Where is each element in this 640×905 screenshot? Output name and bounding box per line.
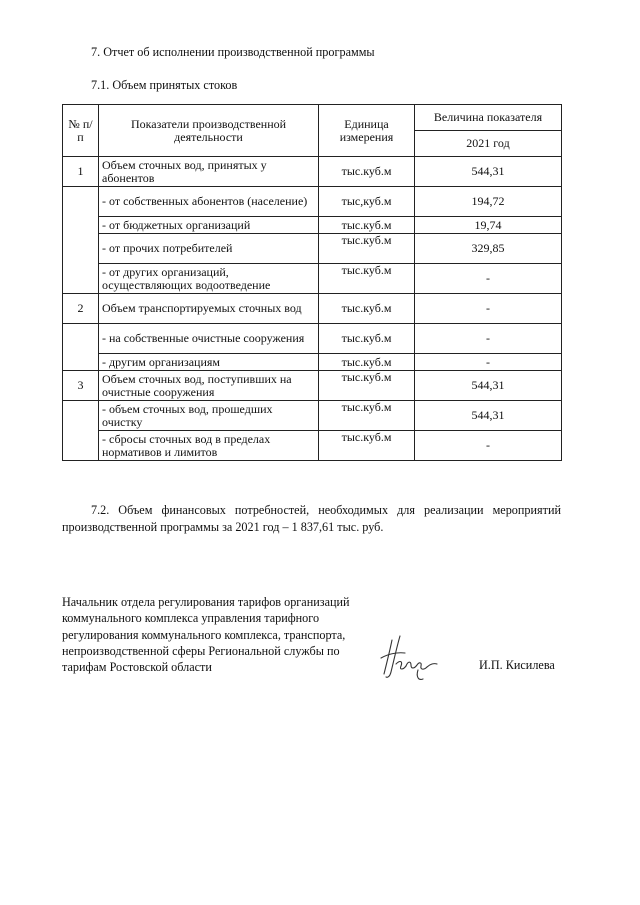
subsection-title: 7.1. Объем принятых стоков	[91, 78, 238, 92]
table-row	[63, 324, 562, 354]
row-indicator: Объем транспортируемых сточных вод	[99, 294, 319, 324]
row-unit: тыс.куб.м	[319, 401, 415, 431]
row-value: -	[415, 324, 562, 354]
row-indicator: Объем сточных вод, принятых у абонентов	[99, 157, 319, 187]
table-row	[63, 217, 562, 234]
signer-position-line: тарифам Ростовской области	[62, 660, 212, 675]
handwritten-signature	[378, 634, 440, 684]
row-value: 544,31	[415, 157, 562, 187]
row-num-empty	[63, 401, 99, 461]
row-num-empty	[63, 187, 99, 294]
row-num: 3	[63, 371, 99, 401]
row-indicator: - от прочих потребителей	[99, 234, 319, 264]
table-row	[63, 431, 562, 461]
financial-needs-paragraph: 7.2. Объем финансовых потребностей, необходимых для реализации мероприятий производственной программы за 2021 год – 1 837,61 тыс. руб.	[62, 503, 561, 534]
row-indicator: Объем сточных вод, поступивших на очистные сооружения	[99, 371, 319, 401]
row-indicator: - от бюджетных организаций	[99, 217, 319, 234]
row-unit: тыс.куб.м	[319, 294, 415, 324]
row-indicator: - другим организациям	[99, 354, 319, 371]
row-value: -	[415, 354, 562, 371]
row-unit: тыс.куб.м	[319, 354, 415, 371]
header-unit: Единица измерения	[319, 105, 415, 157]
row-value: 329,85	[415, 234, 562, 264]
row-num: 1	[63, 157, 99, 187]
signer-position-line: коммунального комплекса управления тарифного	[62, 611, 320, 626]
header-indicator: Показатели производственной деятельности	[99, 105, 319, 157]
signer-position-line: непроизводственной сферы Региональной службы по	[62, 643, 340, 658]
row-indicator: - от собственных абонентов (население)	[99, 187, 319, 217]
row-value: 194,72	[415, 187, 562, 217]
signer-name: И.П. Кисилева	[479, 658, 555, 672]
signer-position	[62, 594, 350, 675]
row-value: -	[415, 264, 562, 294]
row-unit: тыс.куб.м	[319, 371, 415, 401]
table-row	[63, 234, 562, 264]
row-value: 19,74	[415, 217, 562, 234]
row-value: -	[415, 294, 562, 324]
row-value: 544,31	[415, 401, 562, 431]
row-unit: тыс,куб.м	[319, 187, 415, 217]
signer-position-line: Начальник отдела регулирования тарифов организаций	[62, 595, 350, 609]
row-unit: тыс.куб.м	[319, 157, 415, 187]
table-row	[63, 187, 562, 217]
table-row	[63, 401, 562, 431]
row-value: 544,31	[415, 371, 562, 401]
row-num: 2	[63, 294, 99, 324]
table-row	[63, 264, 562, 294]
row-unit: тыс.куб.м	[319, 264, 415, 294]
table-row	[63, 354, 562, 371]
row-unit: тыс.куб.м	[319, 234, 415, 264]
section-title: 7. Отчет об исполнении производственной программы	[91, 45, 375, 59]
row-indicator: - объем сточных вод, прошедших очистку	[99, 401, 319, 431]
signer-position-line: регулирования коммунального комплекса, транспорта,	[62, 627, 346, 642]
row-indicator: - на собственные очистные сооружения	[99, 324, 319, 354]
row-unit: тыс.куб.м	[319, 324, 415, 354]
header-num: № п/п	[63, 105, 99, 157]
row-value: -	[415, 431, 562, 461]
table-row	[63, 371, 562, 401]
table-row	[63, 157, 562, 187]
row-indicator: - сбросы сточных вод в пределах нормативов и лимитов	[99, 431, 319, 461]
row-indicator: - от других организаций, осуществляющих водоотведение	[99, 264, 319, 294]
header-year: 2021 год	[415, 131, 562, 157]
sewage-volume-table	[62, 104, 562, 461]
row-num-empty	[63, 324, 99, 371]
header-value-group: Величина показателя	[415, 105, 562, 131]
row-unit: тыс.куб.м	[319, 217, 415, 234]
table-row	[63, 294, 562, 324]
row-unit: тыс.куб.м	[319, 431, 415, 461]
